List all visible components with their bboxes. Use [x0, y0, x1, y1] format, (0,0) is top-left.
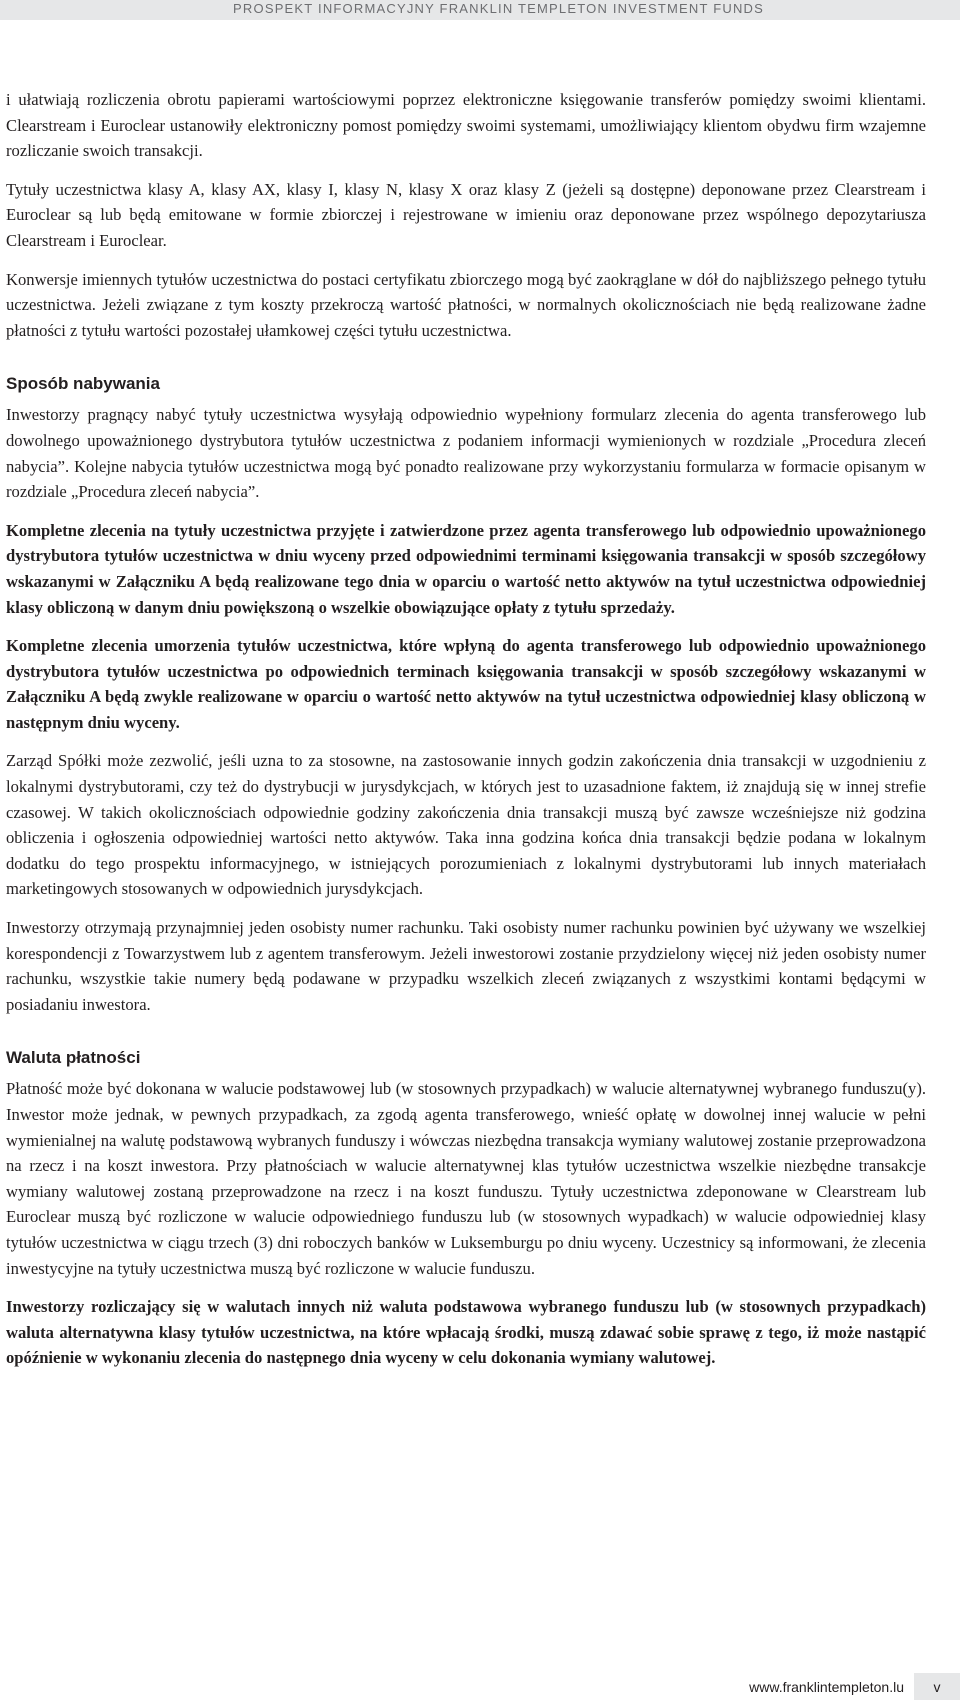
section-heading-purchase: Sposób nabywania: [6, 374, 160, 394]
document-body: [6, 87, 926, 1384]
paragraph-9: Płatność może być dokonana w walucie podstawowej lub (w stosownych przypadkach) w walucie alternatywnej wybranego funduszu(y). Inwestor może jednak, w pewnych przypadkach, za zgodą agenta transferowego, wnieść opłatę w dowolnej innej walucie w pełni wymienialnej na walutę podstawową wybranych funduszy i wówczas niezbędna transakcja wymiany walutowej zostanie przeprowadzona na rzecz i na koszt inwestora. Przy płatnościach w walucie alternatywnej klas tytułów uczestnictwa wszelkie niezbędne transakcje wymiany walutowej zostaną przeprowadzone na rzecz i na koszt funduszu. Tytuły uczestnictwa zdeponowane w Clearstream lub Euroclear muszą być rozliczone w walucie odpowiedniego funduszu lub (w stosownych wypadkach) w walucie odpowiedniej klasy tytułów uczestnictwa w ciągu trzech (3) dni roboczych banków w Luksemburgu po dniu wyceny. Uczestnicy są informowani, że zlecenia inwestycyjne na tytuły uczestnictwa muszą być rozliczone w walucie funduszu.: [6, 1079, 926, 1278]
paragraph-2: Tytuły uczestnictwa klasy A, klasy AX, klasy I, klasy N, klasy X oraz klasy Z (jeżeli są dostępne) deponowane przez Clearstream i Euroclear są lub będą emitowane w formie zbiorczej i rejestrowane w imieniu oraz deponowane przez wspólnego depozytariusza Clearstream i Euroclear.: [6, 179, 926, 250]
paragraph-3: Konwersje imiennych tytułów uczestnictwa do postaci certyfikatu zbiorczego mogą być zaokrąglane w dół do najbliższego pełnego tytułu uczestnictwa. Jeżeli związane z tym koszty przekroczą wartość płatności, w normalnych okolicznościach nie będą realizowane żadne płatności z tytułu wartości pozostałej ułamkowej części tytułu uczestnictwa.: [6, 269, 926, 340]
paragraph-1: i ułatwiają rozliczenia obrotu papierami wartościowymi poprzez elektroniczne księgowanie transferów pomiędzy swoimi klientami. Clearstream i Euroclear ustanowiły elektroniczny pomost pomiędzy swoimi systemami, umożliwiający klientom obydwu firm wzajemne rozliczanie swoich transakcji.: [6, 90, 926, 161]
page-footer: [749, 1673, 960, 1700]
page-number: v: [914, 1673, 960, 1700]
paragraph-10-bold: Inwestorzy rozliczający się w walutach innych niż waluta podstawowa wybranego funduszu lub (w stosownych przypadkach) waluta alternatywna klasy tytułów uczestnictwa, na które wpłacają środki, muszą zdawać sobie sprawę z tego, iż może nastąpić opóźnienie w wykonaniu zlecenia do następnego dnia wyceny w celu dokonania wymiany walutowej.: [6, 1297, 926, 1368]
section-heading-payment-currency: Waluta płatności: [6, 1048, 141, 1068]
page-header: [0, 0, 960, 20]
paragraph-6-bold: Kompletne zlecenia umorzenia tytułów uczestnictwa, które wpłyną do agenta transferowego lub odpowiednio upoważnionego dystrybutora tytułów uczestnictwa po odpowiednich terminach księgowania transakcji w sposób szczegółowy wskazanymi w Załączniku A będą zwykle realizowane w oparciu o wartość netto aktywów na tytuł uczestnictwa odpowiedniej klasy obliczoną w następnym dniu wyceny.: [6, 636, 926, 732]
paragraph-8: Inwestorzy otrzymają przynajmniej jeden osobisty numer rachunku. Taki osobisty numer rachunku powinien być używany we wszelkiej korespondencji z Towarzystwem lub z agentem transferowym. Jeżeli inwestorowi zostanie przydzielony więcej niż jeden osobisty numer rachunku, wszystkie takie numery będą podawane w przypadku wszelkich zleceń związanych z wszystkimi kontami będącymi w posiadaniu inwestora.: [6, 918, 926, 1014]
paragraph-7: Zarząd Spółki może zezwolić, jeśli uzna to za stosowne, na zastosowanie innych godzin zakończenia dnia transakcji w uzgodnieniu z lokalnymi dystrybutorami, czy też do dystrybucji w jurysdykcjach, w których jest to uzasadnione faktem, iż znajdują się w innej strefie czasowej. W takich okolicznościach odpowiednie godziny zakończenia dnia transakcji muszą być zawsze wcześniejsze niż godzina obliczenia i ogłoszenia odpowiedniej wartości netto aktywów. Taka inna godzina końca dnia transakcji będzie podana w lokalnym dodatku do tego prospektu informacyjnego, w istniejących porozumieniach z lokalnymi dystrybutorami lub innych materiałach marketingowych stosowanych w odpowiednich jurysdykcjach.: [6, 751, 926, 899]
header-title: PROSPEKT INFORMACYJNY FRANKLIN TEMPLETON INVESTMENT FUNDS: [233, 1, 764, 16]
paragraph-5-bold: Kompletne zlecenia na tytuły uczestnictwa przyjęte i zatwierdzone przez agenta transferowego lub odpowiednio upoważnionego dystrybutora tytułów uczestnictwa w dniu wyceny przed odpowiednimi terminami księgowania transakcji w sposób szczegółowy wskazanymi w Załączniku A będą realizowane tego dnia w oparciu o wartość netto aktywów na tytuł uczestnictwa odpowiedniej klasy obliczoną w danym dniu powiększoną o wszelkie obowiązujące opłaty z tytułu sprzedaży.: [6, 520, 926, 617]
paragraph-4: Inwestorzy pragnący nabyć tytuły uczestnictwa wysyłają odpowiednio wypełniony formularz zlecenia do agenta transferowego lub dowolnego upoważnionego dystrybutora tytułów uczestnictwa z podaniem informacji wymienionych w rozdziale „Procedura zleceń nabycia”. Kolejne nabycia tytułów uczestnictwa mogą być ponadto realizowane przy wykorzystaniu formularza w formacie opisanym w rozdziale „Procedura zleceń nabycia”.: [6, 405, 926, 502]
footer-website-link[interactable]: www.franklintempleton.lu: [749, 1678, 904, 1695]
